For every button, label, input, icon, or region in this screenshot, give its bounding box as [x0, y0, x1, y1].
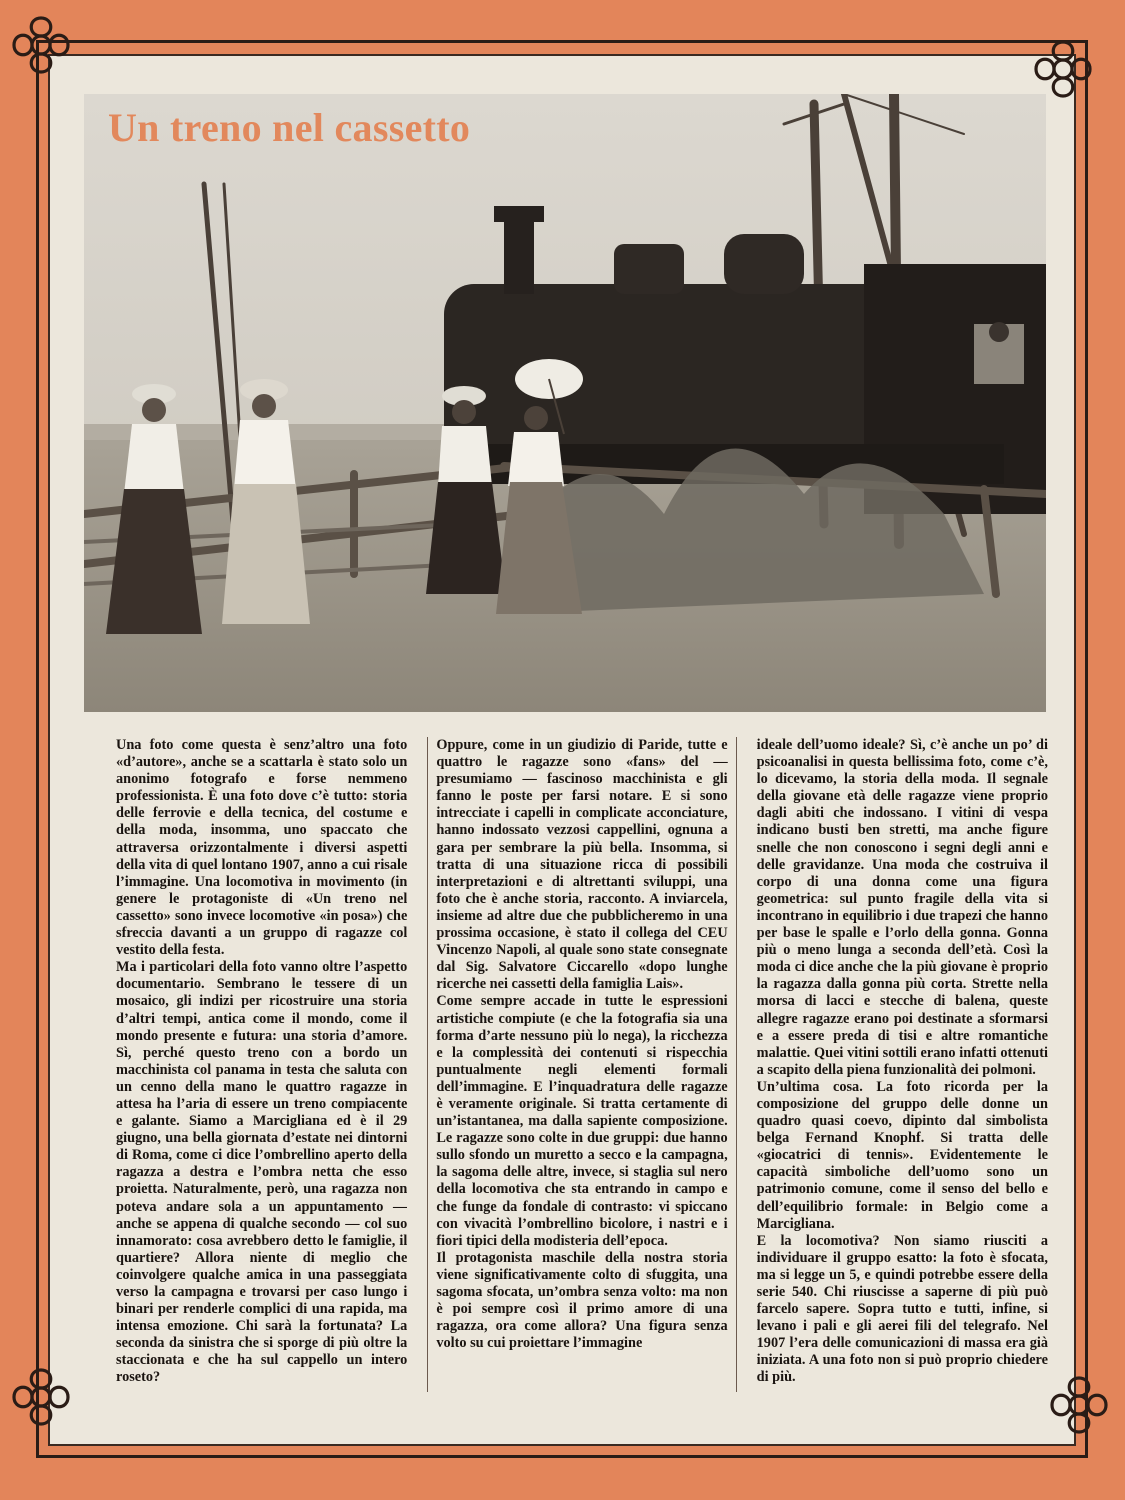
celtic-knot-icon — [1046, 1372, 1112, 1438]
article-title: Un treno nel cassetto — [108, 105, 471, 150]
celtic-knot-icon — [1030, 36, 1096, 102]
paragraph: E la locomotiva? Non siamo riusciti a individuare il gruppo esatto: la foto è sfocata, ma si legge un 5, e quindi potrebbe essere della serie 540. Chi riuscisse a saperne di più può farcelo sapere. Sopra tutto e tutti, infine, si levano i pali e gli aerei fili del telegrafo. Nel 1907 l’era delle comunicazioni di massa era già iniziata. A una foto non si può proprio chiedere di più. — [756, 1232, 1048, 1386]
paragraph: Oppure, come in un giudizio di Paride, tutte e quattro le ragazze sono «fans» del — presumiamo — fascinoso macchinista e gli fanno le poste per farsi notare. E si sono intrecciate i capelli in complicate acconciature, hanno indossato vezzosi cappellini, ognuna a gara per sembrare la più bella. Insomma, si tratta di una situazione ricca di possibili interpretazioni e di altrettanti sviluppi, una foto che è anche storia, racconto. A inviarcela, insieme ad altre due che pubblicheremo in una prossima occasione, è stato il collega del CEU Vincenzo Napoli, al quale sono state consegnate dal Sig. Salvatore Ciccarello «dopo lunghe ricerche nei cassetti della famiglia Lais». — [436, 737, 728, 993]
historic-photo — [84, 94, 1046, 712]
column-3 — [757, 737, 1048, 1392]
celtic-knot-icon — [8, 12, 74, 78]
article-body — [116, 737, 1048, 1392]
column-2 — [427, 737, 736, 1392]
paragraph: Il protagonista maschile della nostra storia viene significativamente colto di sfuggita, una sagoma sfocata, un’ombra senza volto: ma non è poi sempre così il primo amore di una ragazza, ora come allora? Una figura senza volto su cui proiettare l’immagine — [436, 1249, 728, 1352]
paragraph: ideale dell’uomo ideale? Sì, c’è anche un po’ di psicoanalisi in questa bellissima foto, come c’è, lo dicevamo, la storia della moda. Il segnale della giovane età delle ragazze viene proprio dagli abiti che indossano. I vitini di vespa indicano busti ben stretti, ma anche figure snelle che non conoscono i segni degli anni e delle gravidanze. Una moda che costruiva il corpo di una donna come una figura geometrica: sul punto fragile della vita si incontrano in equilibrio i due trapezi che hanno per base le spalle e l’orlo della gonna. Gonna più o meno lunga a seconda dell’età. Così la moda ci dice anche che la più giovane è proprio la ragazza dalla gonna più corta. Strette nella morsa di lacci e stecche di balena, queste allegre ragazze erano poi destinate a sformarsi e a essere preda di tisi e altre romantiche malattie. Quei vitini sottili erano infatti ottenuti a scapito della piena funzionalità dei polmoni. — [756, 737, 1048, 1078]
column-1 — [116, 737, 407, 1392]
paragraph: Una foto come questa è senz’altro una foto «d’autore», anche se a scattarla è stato solo un anonimo fotografo e forse nemmeno professionista. È una foto dove c’è tutto: storia delle ferrovie e della tecnica, del costume e della moda, insomma, uno spaccato che attraversa orizzontalmente i diversi aspetti della vita di quel lontano 1907, anno a cui risale l’immagine. Una locomotiva in movimento (in genere le protagoniste di «Un treno nel cassetto» sono invece locomotive «in posa») che sfreccia davanti a un gruppo di ragazze col vestito della festa. — [116, 737, 408, 959]
paragraph: Come sempre accade in tutte le espressioni artistiche compiute (e che la fotografia sia una forma d’arte nessuno più lo nega), la ricchezza e la complessità dei contenuti si rispecchia puntualmente negli elementi formali dell’immagine. E l’inquadratura delle ragazze è veramente originale. Si tratta certamente di un’istantanea, ma dalla sapiente composizione. Le ragazze sono colte in due gruppi: due hanno sullo sfondo un muretto a secco e la campagna, la sagoma delle altre, invece, si staglia sul nero della locomotiva che sta entrando in campo e che funge da fondale di contrasto: vi spiccano con vivacità l’ombrellino bicolore, i nastri e i fiori tipici della modisteria dell’epoca. — [436, 993, 728, 1249]
paragraph: Un’ultima cosa. La foto ricorda per la composizione del gruppo delle donne un quadro quasi coevo, dipinto dal simbolista belga Fernand Knophf. Si tratta delle «giocatrici di tennis». Evidentemente le capacità simboliche dell’uomo sono un patrimonio comune, come il senso del bello e dell’equilibrio formale: in Belgio come a Marcigliana. — [756, 1078, 1048, 1232]
paragraph: Ma i particolari della foto vanno oltre l’aspetto documentario. Sembrano le tessere di un mosaico, gli indizi per ricostruire una storia d’altri tempi, antica come il mondo, come il mondo presente e futura: una storia d’amore. Sì, perché questo treno con a bordo un macchinista col panama in testa che saluta con un cenno della mano le quattro ragazze in attesa ha l’aria di essere un treno compiacente e galante. Siamo a Marcigliana ed è il 29 giugno, una bella giornata d’estate nei dintorni di Roma, come ci dice l’ombrellino aperto della ragazza a destra e l’ombra netta che esso proietta. Naturalmente, però, una ragazza non poteva andare sola a un appuntamento — anche se appena di qualche secondo — col suo innamorato: cosa avrebbero detto le famiglie, il quartiere? Allora niente di meglio che coinvolgere qualche amica in una passeggiata verso la campagna e trovarsi per caso lungo i binari per renderle complici di una rapida, ma intensa emozione. Chi sarà la fortunata? La seconda da sinistra che si sporge di più oltre la staccionata e che ha sul cappello un intero roseto? — [116, 959, 408, 1386]
celtic-knot-icon — [8, 1364, 74, 1430]
